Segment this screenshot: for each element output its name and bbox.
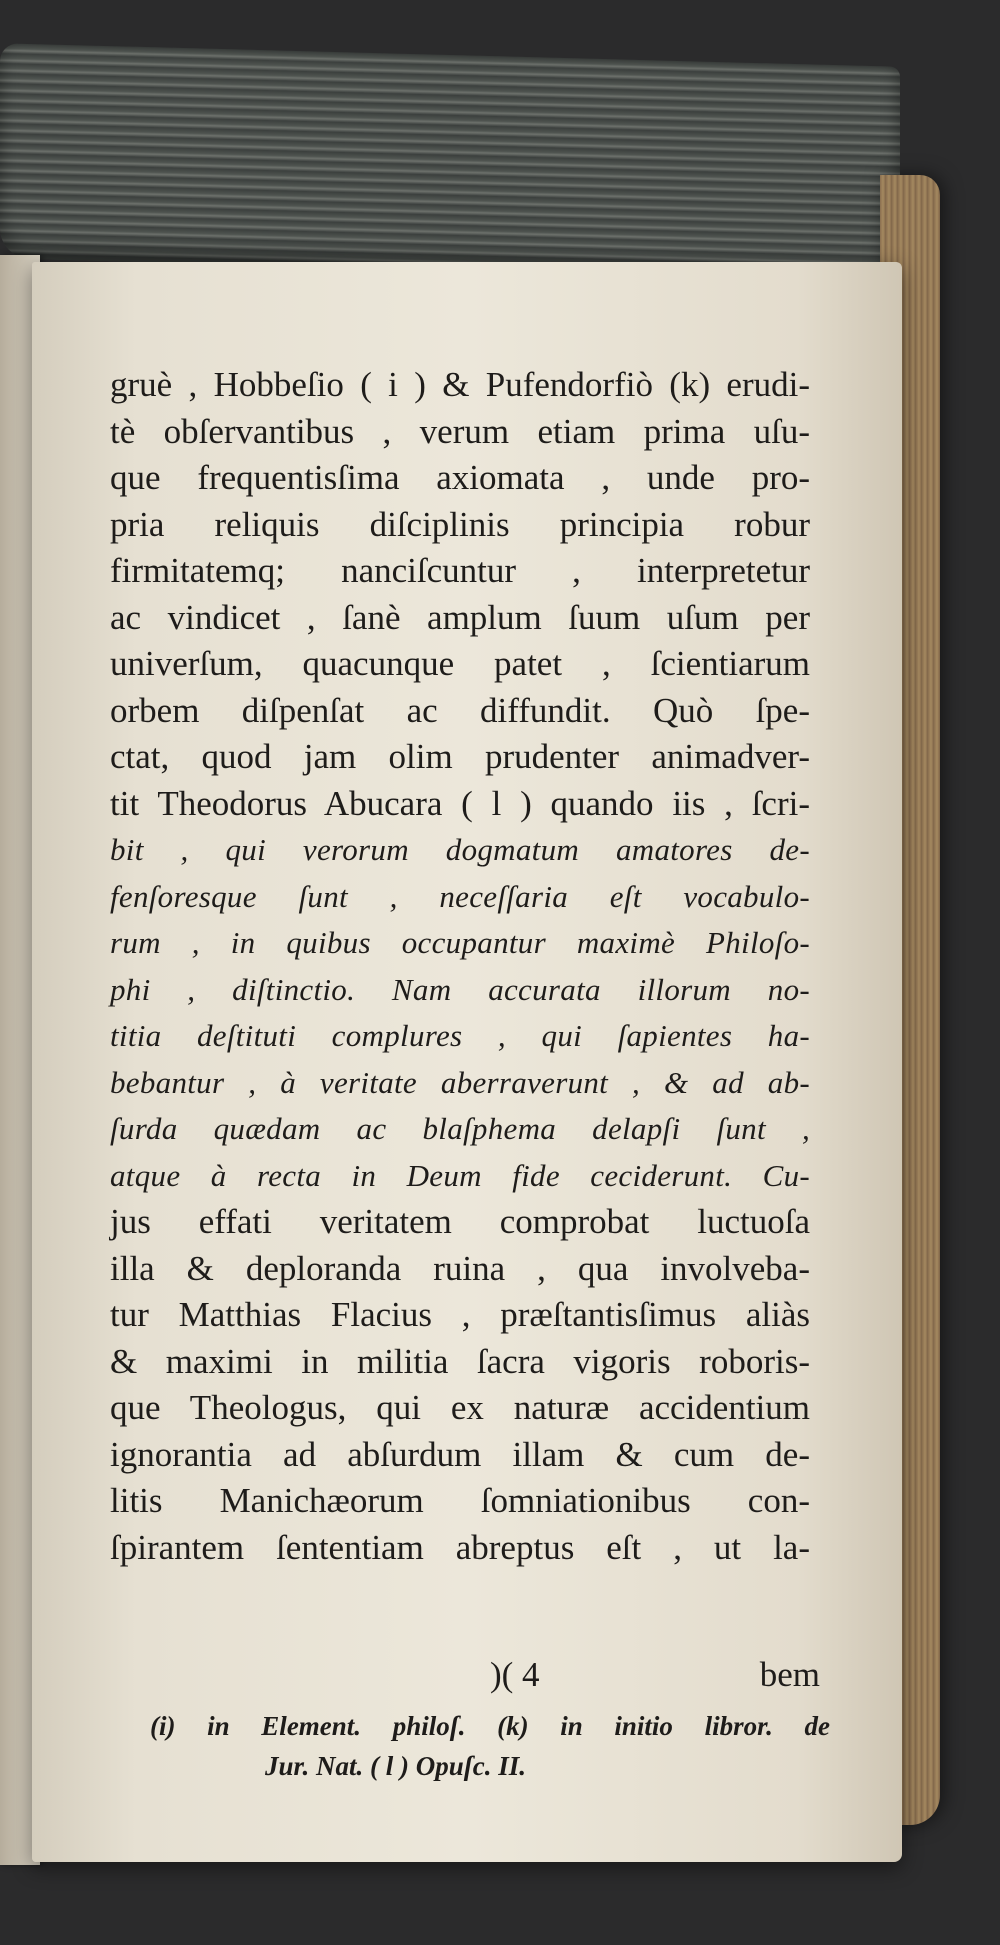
text-line-6: ac vindicet , ſanè amplum ſuum uſum per <box>110 597 810 637</box>
text-line-4: pria reliquis diſciplinis principia robur <box>110 504 810 544</box>
footnote-line-2: Jur. Nat. ( l ) Opuſc. II. <box>265 1751 527 1781</box>
footnotes <box>150 1706 830 1786</box>
text-line-17: ſurda quædam ac blaſphema delapſi ſunt , <box>110 1111 810 1146</box>
text-line-3: que frequentisſima axiomata , unde pro- <box>110 458 810 497</box>
signature-mark: )( 4 <box>490 1655 540 1694</box>
text-line-22: & maximi in militia ſacra vigoris roboris- <box>110 1341 810 1381</box>
text-line-24: ignorantia ad abſurdum illam & cum de- <box>110 1434 810 1474</box>
page-footer-marks <box>490 1655 820 1701</box>
text-line-18: atque à recta in Deum fide ceciderunt. Cu- <box>110 1157 810 1193</box>
text-line-11: bit , qui verorum dogmatum amatores de- <box>110 832 810 867</box>
text-line-5: firmitatemq; nanciſcuntur , interpretetur <box>110 551 810 590</box>
text-line-19: jus effati veritatem comprobat luctuoſa <box>110 1202 810 1241</box>
text-line-14: phi , diſtinctio. Nam accurata illorum no- <box>110 971 810 1007</box>
text-line-1: gruè , Hobbeſio ( i ) & Pufendorfiò (k) erudi- <box>110 365 810 404</box>
text-line-8: orbem diſpenſat ac diffundit. Quò ſpe- <box>110 690 810 730</box>
text-line-21: tur Matthias Flacius , præſtantisſimus aliàs <box>110 1295 810 1334</box>
text-line-25: litis Manichæorum ſomniationibus con- <box>110 1481 810 1520</box>
text-line-16: bebantur , à veritate aberraverunt , & ad ab- <box>110 1064 810 1100</box>
text-line-20: illa & deploranda ruina , qua involveba- <box>110 1248 810 1288</box>
text-line-7: univerſum, quacunque patet , ſcientiarum <box>110 644 810 683</box>
text-line-13: rum , in quibus occupantur maximè Philoſo- <box>110 925 810 960</box>
body-text <box>110 362 810 1571</box>
text-line-26: ſpirantem ſententiam abreptus eſt , ut la- <box>110 1527 810 1567</box>
text-line-10: tit Theodorus Abucara ( l ) quando iis , ſcri- <box>110 783 810 823</box>
text-line-9: ctat, quod jam olim prudenter animadver- <box>110 737 810 776</box>
text-line-23: que Theologus, qui ex naturæ accidentium <box>110 1388 810 1427</box>
text-line-12: fenſoresque ſunt , neceſſaria eſt vocabulo- <box>110 878 810 914</box>
book-top-edge <box>0 43 900 282</box>
text-line-2: tè obſervantibus , verum etiam prima uſu- <box>110 411 810 451</box>
footnote-line-1: (i) in Element. philoſ. (k) in initio libror. de <box>150 1711 830 1741</box>
catchword: bem <box>759 1655 820 1694</box>
text-line-15: titia deſtituti complures , qui ſapientes ha- <box>110 1018 810 1053</box>
